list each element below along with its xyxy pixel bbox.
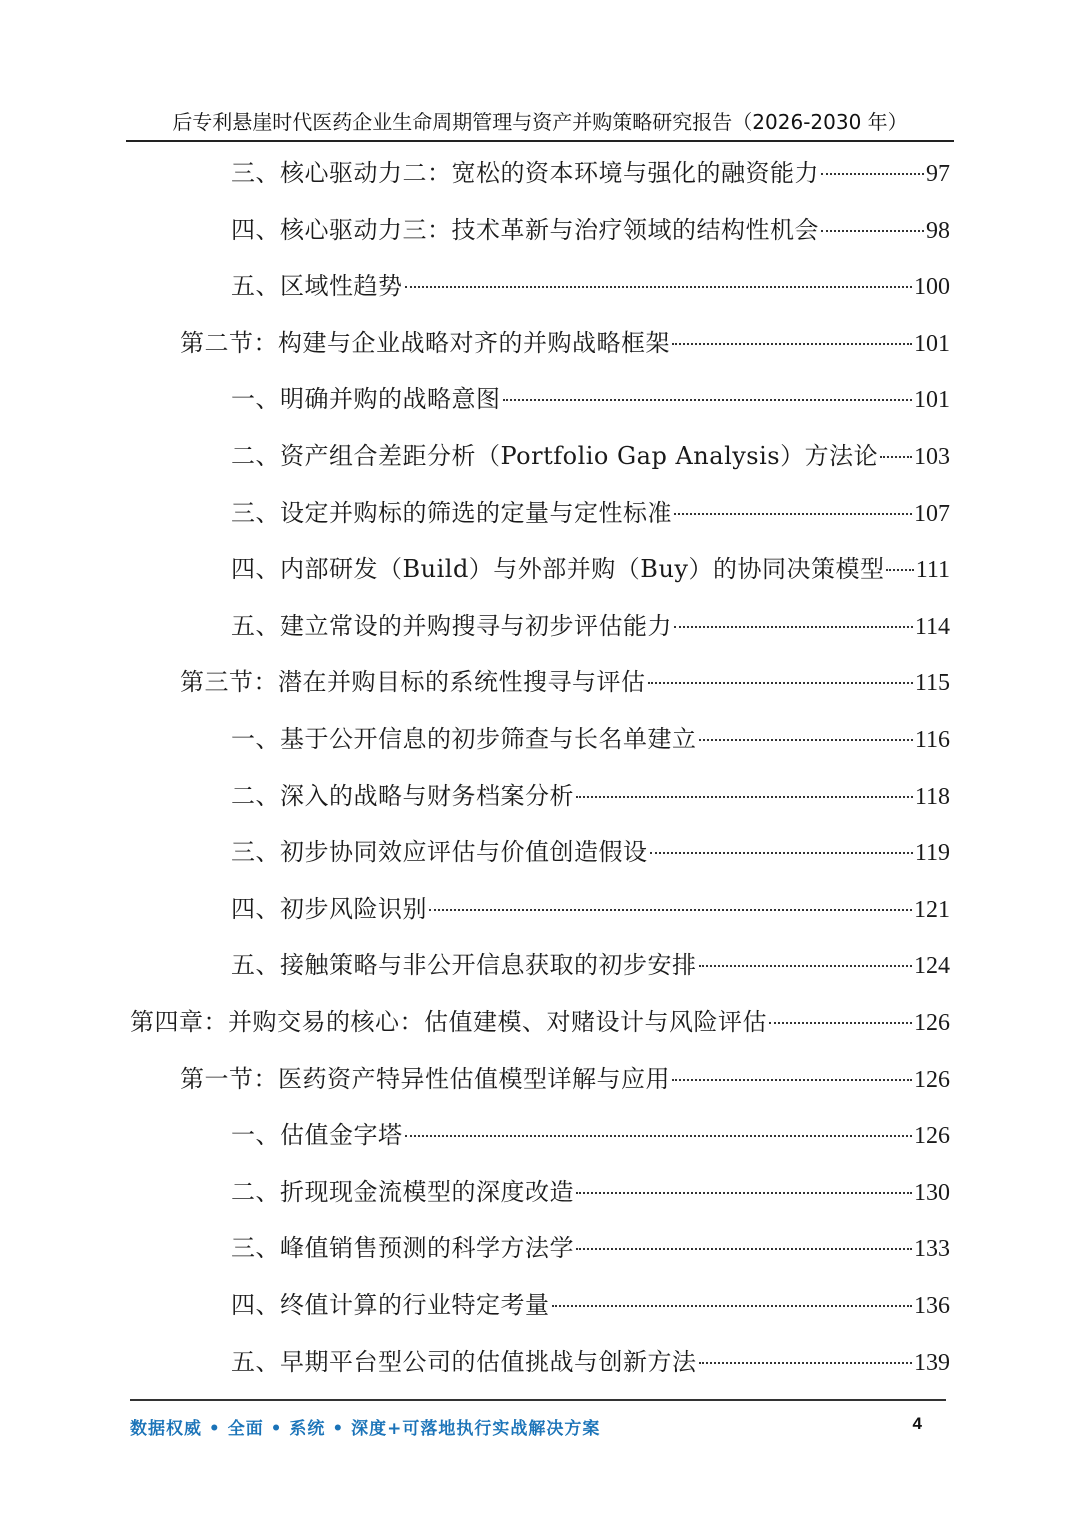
toc-entry[interactable] bbox=[231, 1115, 950, 1155]
toc-entry-page: 118 bbox=[914, 783, 950, 810]
footer-divider bbox=[130, 1399, 946, 1401]
toc-entry[interactable] bbox=[231, 606, 950, 646]
toc-entry[interactable] bbox=[231, 549, 950, 589]
toc-entry-title: 三、核心驱动力二：宽松的资本环境与强化的融资能力 bbox=[231, 159, 819, 187]
toc-entry-page: 124 bbox=[914, 953, 950, 980]
toc-entry-page: 107 bbox=[914, 500, 950, 527]
toc-entry[interactable] bbox=[231, 1172, 950, 1212]
toc-entry-page: 114 bbox=[914, 613, 950, 640]
toc-entry-title: 一、估值金字塔 bbox=[231, 1121, 403, 1150]
toc-entry-page: 126 bbox=[914, 1010, 950, 1036]
toc-entry[interactable] bbox=[231, 493, 950, 533]
toc-entry-page: 121 bbox=[914, 896, 950, 923]
toc-entry-title: 一、基于公开信息的初步筛查与长名单建立 bbox=[231, 725, 697, 753]
toc-entry-page: 97 bbox=[926, 161, 950, 187]
toc-entry-page: 126 bbox=[914, 1066, 950, 1093]
toc-entry[interactable] bbox=[231, 379, 950, 419]
toc-entry[interactable] bbox=[231, 719, 950, 759]
toc-entry-page: 103 bbox=[914, 444, 950, 470]
toc-entry[interactable] bbox=[231, 1285, 950, 1325]
toc-dot-leader bbox=[405, 286, 913, 288]
toc-entry-title: 第四章：并购交易的核心：估值建模、对赌设计与风险评估 bbox=[130, 1008, 767, 1036]
toc-dot-leader bbox=[880, 456, 912, 458]
toc-dot-leader bbox=[821, 173, 924, 175]
toc-entry[interactable] bbox=[231, 776, 950, 816]
toc-entry-page: 133 bbox=[914, 1236, 950, 1263]
toc-dot-leader bbox=[886, 569, 913, 571]
toc-dot-leader bbox=[674, 626, 913, 628]
toc-entry-page: 101 bbox=[914, 330, 950, 357]
toc-dot-leader bbox=[699, 1362, 913, 1364]
toc-dot-leader bbox=[650, 852, 913, 854]
toc-entry-page: 126 bbox=[914, 1123, 950, 1150]
toc-entry-page: 100 bbox=[914, 274, 950, 301]
toc-entry-title: 第二节：构建与企业战略对齐的并购战略框架 bbox=[180, 328, 670, 357]
toc-dot-leader bbox=[672, 1079, 912, 1081]
toc-entry-title: 四、终值计算的行业特定考量 bbox=[231, 1291, 550, 1319]
toc-dot-leader bbox=[405, 1135, 913, 1137]
toc-entry-page: 136 bbox=[914, 1293, 950, 1319]
toc-dot-leader bbox=[503, 399, 913, 401]
toc-dot-leader bbox=[576, 796, 913, 798]
toc-entry-title: 五、建立常设的并购搜寻与初步评估能力 bbox=[231, 611, 672, 640]
toc-entry-title: 二、折现现金流模型的深度改造 bbox=[231, 1177, 574, 1206]
toc-entry[interactable] bbox=[231, 1228, 950, 1268]
toc-entry-title: 四、初步风险识别 bbox=[231, 894, 427, 923]
footer-slogan: 数据权威 • 全面 • 系统 • 深度+可落地执行实战解决方案 bbox=[130, 1419, 601, 1439]
running-header-title: 后专利悬崖时代医药企业生命周期管理与资产并购策略研究报告（2026-2030 年） bbox=[172, 110, 908, 134]
toc-entry[interactable] bbox=[180, 323, 950, 363]
toc-entry-title: 三、峰值销售预测的科学方法学 bbox=[231, 1234, 574, 1263]
toc-entry-page: 130 bbox=[914, 1179, 950, 1206]
toc-dot-leader bbox=[699, 965, 913, 967]
toc-dot-leader bbox=[769, 1022, 912, 1024]
header-divider bbox=[126, 140, 954, 142]
toc-dot-leader bbox=[821, 230, 924, 232]
toc-dot-leader bbox=[672, 343, 912, 345]
toc-entry-title: 四、核心驱动力三：技术革新与治疗领域的结构性机会 bbox=[231, 215, 819, 244]
toc-entry-title: 五、早期平台型公司的估值挑战与创新方法 bbox=[231, 1347, 697, 1376]
toc-entry[interactable] bbox=[231, 832, 950, 872]
toc-entry[interactable] bbox=[231, 210, 950, 250]
toc-entry[interactable] bbox=[231, 945, 950, 985]
toc-entry-title: 二、资产组合差距分析（Portfolio Gap Analysis）方法论 bbox=[231, 442, 879, 470]
toc-entry[interactable] bbox=[231, 436, 950, 476]
toc-entry-title: 三、初步协同效应评估与价值创造假设 bbox=[231, 838, 648, 867]
toc-entry-page: 101 bbox=[914, 387, 950, 414]
toc-entry[interactable] bbox=[180, 1059, 950, 1099]
toc-entry-page: 98 bbox=[926, 217, 950, 244]
toc-entry-page: 111 bbox=[915, 557, 950, 584]
toc-entry-title: 第三节：潜在并购目标的系统性搜寻与评估 bbox=[180, 668, 646, 697]
toc-entry-title: 一、明确并购的战略意图 bbox=[231, 385, 501, 414]
toc-dot-leader bbox=[648, 682, 913, 684]
toc-entry-title: 五、接触策略与非公开信息获取的初步安排 bbox=[231, 951, 697, 980]
toc-entry-page: 115 bbox=[914, 670, 950, 697]
toc-entry-page: 116 bbox=[914, 727, 950, 753]
page-number: 4 bbox=[912, 1414, 922, 1433]
toc-entry-title: 四、内部研发（Build）与外部并购（Buy）的协同决策模型 bbox=[231, 555, 885, 584]
toc-dot-leader bbox=[429, 909, 912, 911]
toc-dot-leader bbox=[576, 1192, 912, 1194]
toc-dot-leader bbox=[552, 1305, 913, 1307]
toc-entry-title: 三、设定并购标的筛选的定量与定性标准 bbox=[231, 498, 672, 527]
toc-entry-page: 119 bbox=[914, 840, 950, 867]
toc-dot-leader bbox=[576, 1248, 912, 1250]
toc-entry[interactable] bbox=[231, 889, 950, 929]
toc-dot-leader bbox=[674, 513, 912, 515]
toc-entry[interactable] bbox=[180, 662, 950, 702]
toc-entry[interactable] bbox=[130, 1002, 950, 1042]
toc-dot-leader bbox=[699, 739, 913, 741]
toc-entry-title: 第一节：医药资产特异性估值模型详解与应用 bbox=[180, 1064, 670, 1093]
toc-entry[interactable] bbox=[231, 153, 950, 193]
toc-entry-page: 139 bbox=[914, 1349, 950, 1376]
toc-entry-title: 二、深入的战略与财务档案分析 bbox=[231, 781, 574, 810]
toc-entry[interactable] bbox=[231, 1342, 950, 1382]
toc-entry[interactable] bbox=[231, 266, 950, 306]
toc-entry-title: 五、区域性趋势 bbox=[231, 272, 403, 301]
